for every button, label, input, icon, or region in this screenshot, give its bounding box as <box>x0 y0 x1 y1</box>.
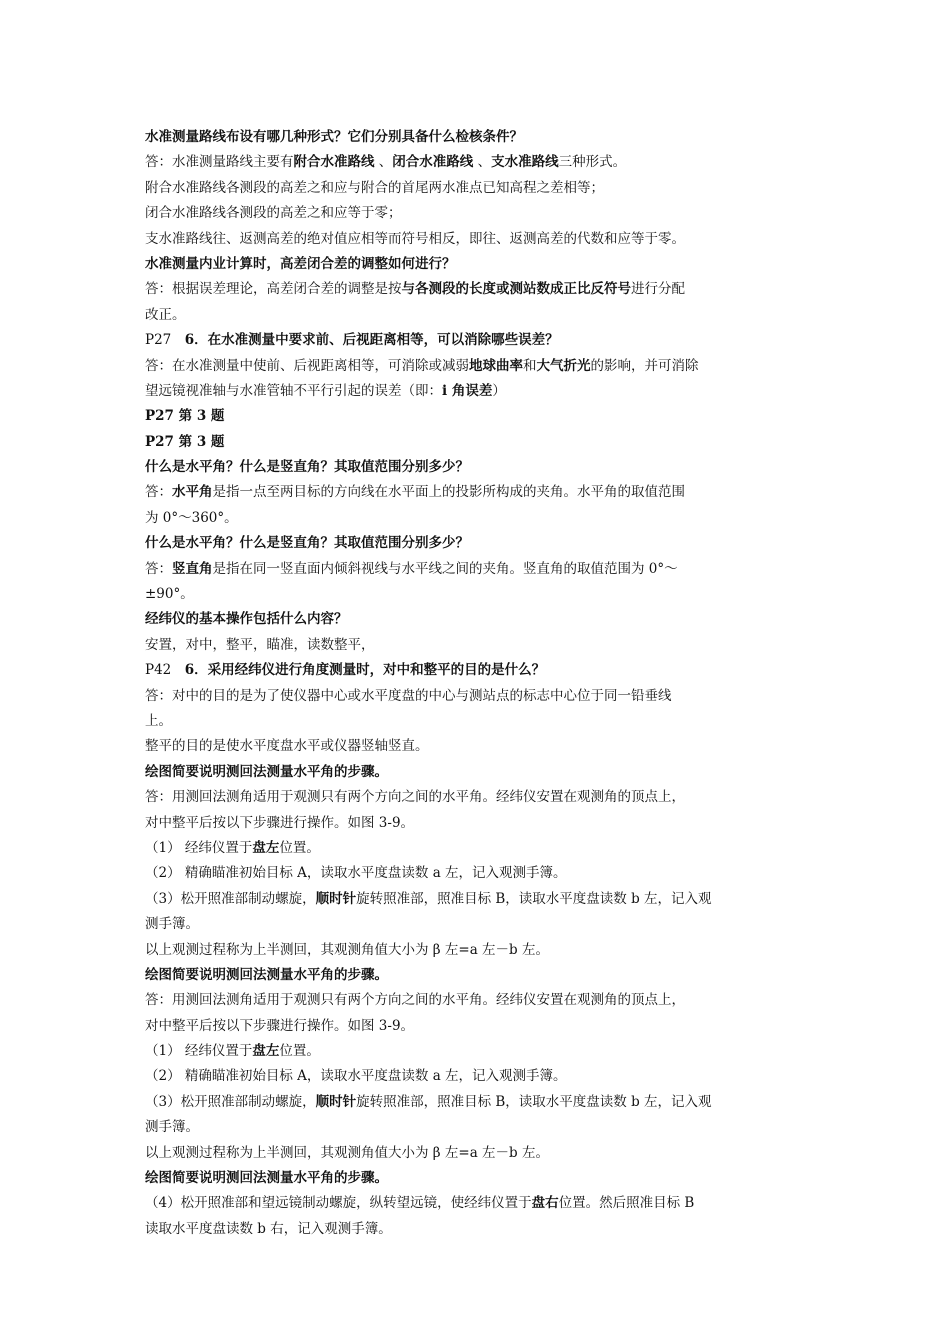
text-line <box>145 125 813 150</box>
text-line <box>145 531 813 556</box>
text-segment: 答：用测回法测角适用于观测只有两个方向之间的水平角。经纬仪安置在观测角的顶点上， <box>145 789 685 806</box>
text-line <box>145 1064 813 1089</box>
text-segment: 测手簿。 <box>145 916 199 933</box>
text-line <box>145 734 813 759</box>
text-segment: 旋转照准部，照准目标 B，读取水平度盘读数 b 左，记入观 <box>356 890 712 907</box>
text-line <box>145 988 813 1013</box>
text-line <box>145 379 813 404</box>
text-segment: （3）松开照准部制动螺旋， <box>145 1093 316 1110</box>
text-segment: 闭合水准路线各测段的高差之和应等于零； <box>145 205 402 222</box>
text-line <box>145 1141 813 1166</box>
text-segment: 是指一点至两目标的方向线在水平面上的投影所构成的夹角。水平角的取值范围 <box>212 484 685 501</box>
text-line <box>145 354 813 379</box>
text-line <box>145 277 813 302</box>
text-line <box>145 227 813 252</box>
document-body <box>145 125 813 1242</box>
text-line <box>145 455 813 480</box>
bold-text-segment: 绘图简要说明测回法测量水平角的步骤。 <box>145 966 388 983</box>
text-segment: 位置。然后照准目标 B <box>558 1195 695 1212</box>
bold-text-segment: 什么是水平角？什么是竖直角？其取值范围分别多少？ <box>145 535 469 552</box>
text-line <box>145 1191 813 1216</box>
text-segment: 上。 <box>145 712 172 729</box>
text-segment: （2） 精确瞄准初始目标 A，读取水平度盘读数 a 左，记入观测手簿。 <box>145 1068 567 1085</box>
text-segment: ±90°。 <box>145 586 194 603</box>
text-segment: （3）松开照准部制动螺旋， <box>145 890 316 907</box>
text-segment: 以上观测过程称为上半测回，其观测角值大小为 β 左=a 左－b 左。 <box>145 1144 549 1161</box>
bold-text-segment: 大气折光 <box>536 357 591 374</box>
text-line <box>145 785 813 810</box>
text-line <box>145 1014 813 1039</box>
bold-text-segment: 6．在水准测量中要求前、后视距离相等，可以消除哪些误差？ <box>184 332 559 349</box>
bold-text-segment: 附合水准路线 <box>293 154 375 171</box>
text-line <box>145 1115 813 1140</box>
text-segment: 答：水准测量路线主要有 <box>145 154 294 171</box>
text-line <box>145 150 813 175</box>
text-line <box>145 709 813 734</box>
bold-text-segment: 水准测量路线布设有哪几种形式？它们分别具备什么检核条件？ <box>145 129 523 145</box>
text-segment: 对中整平后按以下步骤进行操作。如图 3-9。 <box>145 814 415 831</box>
text-segment: （1） 经纬仪置于 <box>145 1043 253 1060</box>
text-segment: 支水准路线往、返测高差的绝对值应相等而符号相反，即往、返测高差的代数和应等于零。 <box>145 230 685 247</box>
text-segment: 答：用测回法测角适用于观测只有两个方向之间的水平角。经纬仪安置在观测角的顶点上， <box>145 992 685 1009</box>
text-segment: 是指在同一竖直面内倾斜视线与水平线之间的夹角。竖直角的取值范围为 0°～ <box>212 560 678 577</box>
bold-text-segment: 盘右 <box>531 1195 559 1212</box>
text-segment: 进行分配 <box>631 281 685 298</box>
text-segment: 答：根据误差理论，高差闭合差的调整是按 <box>145 281 402 298</box>
text-line <box>145 633 813 658</box>
text-segment: 、 <box>473 154 492 171</box>
text-segment: 、 <box>374 154 393 171</box>
text-segment: 和 <box>523 357 537 374</box>
bold-text-segment: 水平角 <box>172 484 213 501</box>
text-line <box>145 328 813 353</box>
text-line <box>145 404 813 429</box>
text-segment: 答： <box>145 484 172 501</box>
text-line <box>145 658 813 683</box>
text-segment: 答： <box>145 560 172 577</box>
text-line <box>145 176 813 201</box>
text-segment: 改正。 <box>145 306 186 323</box>
text-segment: 望远镜视准轴与水准管轴不平行引起的误差（即： <box>145 382 442 399</box>
text-line <box>145 1217 813 1242</box>
bold-text-segment: 地球曲率 <box>469 357 523 374</box>
bold-text-segment: i 角误差 <box>442 382 493 399</box>
bold-text-segment: 竖直角 <box>172 560 213 577</box>
text-line <box>145 582 813 607</box>
text-line <box>145 1166 813 1191</box>
bold-text-segment: 支水准路线 <box>491 154 559 171</box>
text-segment: 答：在水准测量中使前、后视距离相等，可消除或减弱 <box>145 357 469 374</box>
text-line <box>145 1039 813 1064</box>
text-line <box>145 963 813 988</box>
bold-text-segment: 绘图简要说明测回法测量水平角的步骤。 <box>145 1170 388 1187</box>
text-line <box>145 684 813 709</box>
text-line <box>145 811 813 836</box>
bold-text-segment: 闭合水准路线 <box>392 154 474 171</box>
text-line <box>145 887 813 912</box>
text-segment: 位置。 <box>279 1043 320 1060</box>
text-line <box>145 480 813 505</box>
bold-text-segment: 经纬仪的基本操作包括什么内容？ <box>145 611 348 628</box>
bold-text-segment: P27 第 3 题 <box>145 408 225 425</box>
text-segment: 安置，对中，整平，瞄准，读数整平， <box>145 636 375 653</box>
bold-text-segment: 什么是水平角？什么是竖直角？其取值范围分别多少？ <box>145 459 469 476</box>
text-segment: P42 <box>145 662 185 679</box>
text-segment: （4）松开照准部和望远镜制动螺旋，纵转望远镜，使经纬仪置于 <box>145 1195 532 1212</box>
bold-text-segment: 顺时针 <box>315 1093 357 1110</box>
text-segment: 答：对中的目的是为了使仪器中心或水平度盘的中心与测站点的标志中心位于同一铅垂线 <box>145 687 672 704</box>
bold-text-segment: 水准测量内业计算时，高差闭合差的调整如何进行？ <box>145 255 456 272</box>
text-segment: ） <box>492 382 506 399</box>
text-segment: 三种形式。 <box>558 154 627 171</box>
text-segment: （2） 精确瞄准初始目标 A，读取水平度盘读数 a 左，记入观测手簿。 <box>145 865 567 882</box>
text-segment: 附合水准路线各测段的高差之和应与附合的首尾两水准点已知高程之差相等； <box>145 179 604 196</box>
text-line <box>145 252 813 277</box>
bold-text-segment: 6．采用经纬仪进行角度测量时，对中和整平的目的是什么？ <box>184 662 546 679</box>
text-line <box>145 557 813 582</box>
bold-text-segment: 绘图简要说明测回法测量水平角的步骤。 <box>145 763 388 780</box>
text-line <box>145 912 813 937</box>
text-segment: 旋转照准部，照准目标 B，读取水平度盘读数 b 左，记入观 <box>356 1093 712 1110</box>
bold-text-segment: 盘左 <box>252 1043 280 1060</box>
text-line <box>145 607 813 632</box>
text-line <box>145 760 813 785</box>
bold-text-segment: 顺时针 <box>315 890 357 907</box>
text-segment: 测手簿。 <box>145 1119 199 1136</box>
text-segment: P27 <box>145 332 185 349</box>
text-segment: 为 0°～360°。 <box>145 509 238 526</box>
text-line <box>145 201 813 226</box>
text-line <box>145 1090 813 1115</box>
text-line <box>145 303 813 328</box>
text-line <box>145 938 813 963</box>
text-segment: 读取水平度盘读数 b 右，记入观测手簿。 <box>145 1220 392 1237</box>
bold-text-segment: 盘左 <box>252 839 280 856</box>
text-segment: 的影响，并可消除 <box>590 357 699 374</box>
text-segment: 以上观测过程称为上半测回，其观测角值大小为 β 左=a 左－b 左。 <box>145 941 549 958</box>
bold-text-segment: P27 第 3 题 <box>145 433 225 450</box>
text-line <box>145 430 813 455</box>
text-line <box>145 506 813 531</box>
bold-text-segment: 与各测段的长度或测站数成正比反符号 <box>401 281 631 298</box>
text-line <box>145 836 813 861</box>
text-segment: 对中整平后按以下步骤进行操作。如图 3-9。 <box>145 1017 415 1034</box>
text-segment: 整平的目的是使水平度盘水平或仪器竖轴竖直。 <box>145 738 429 755</box>
text-segment: （1） 经纬仪置于 <box>145 839 253 856</box>
text-line <box>145 861 813 886</box>
text-segment: 位置。 <box>279 839 320 856</box>
